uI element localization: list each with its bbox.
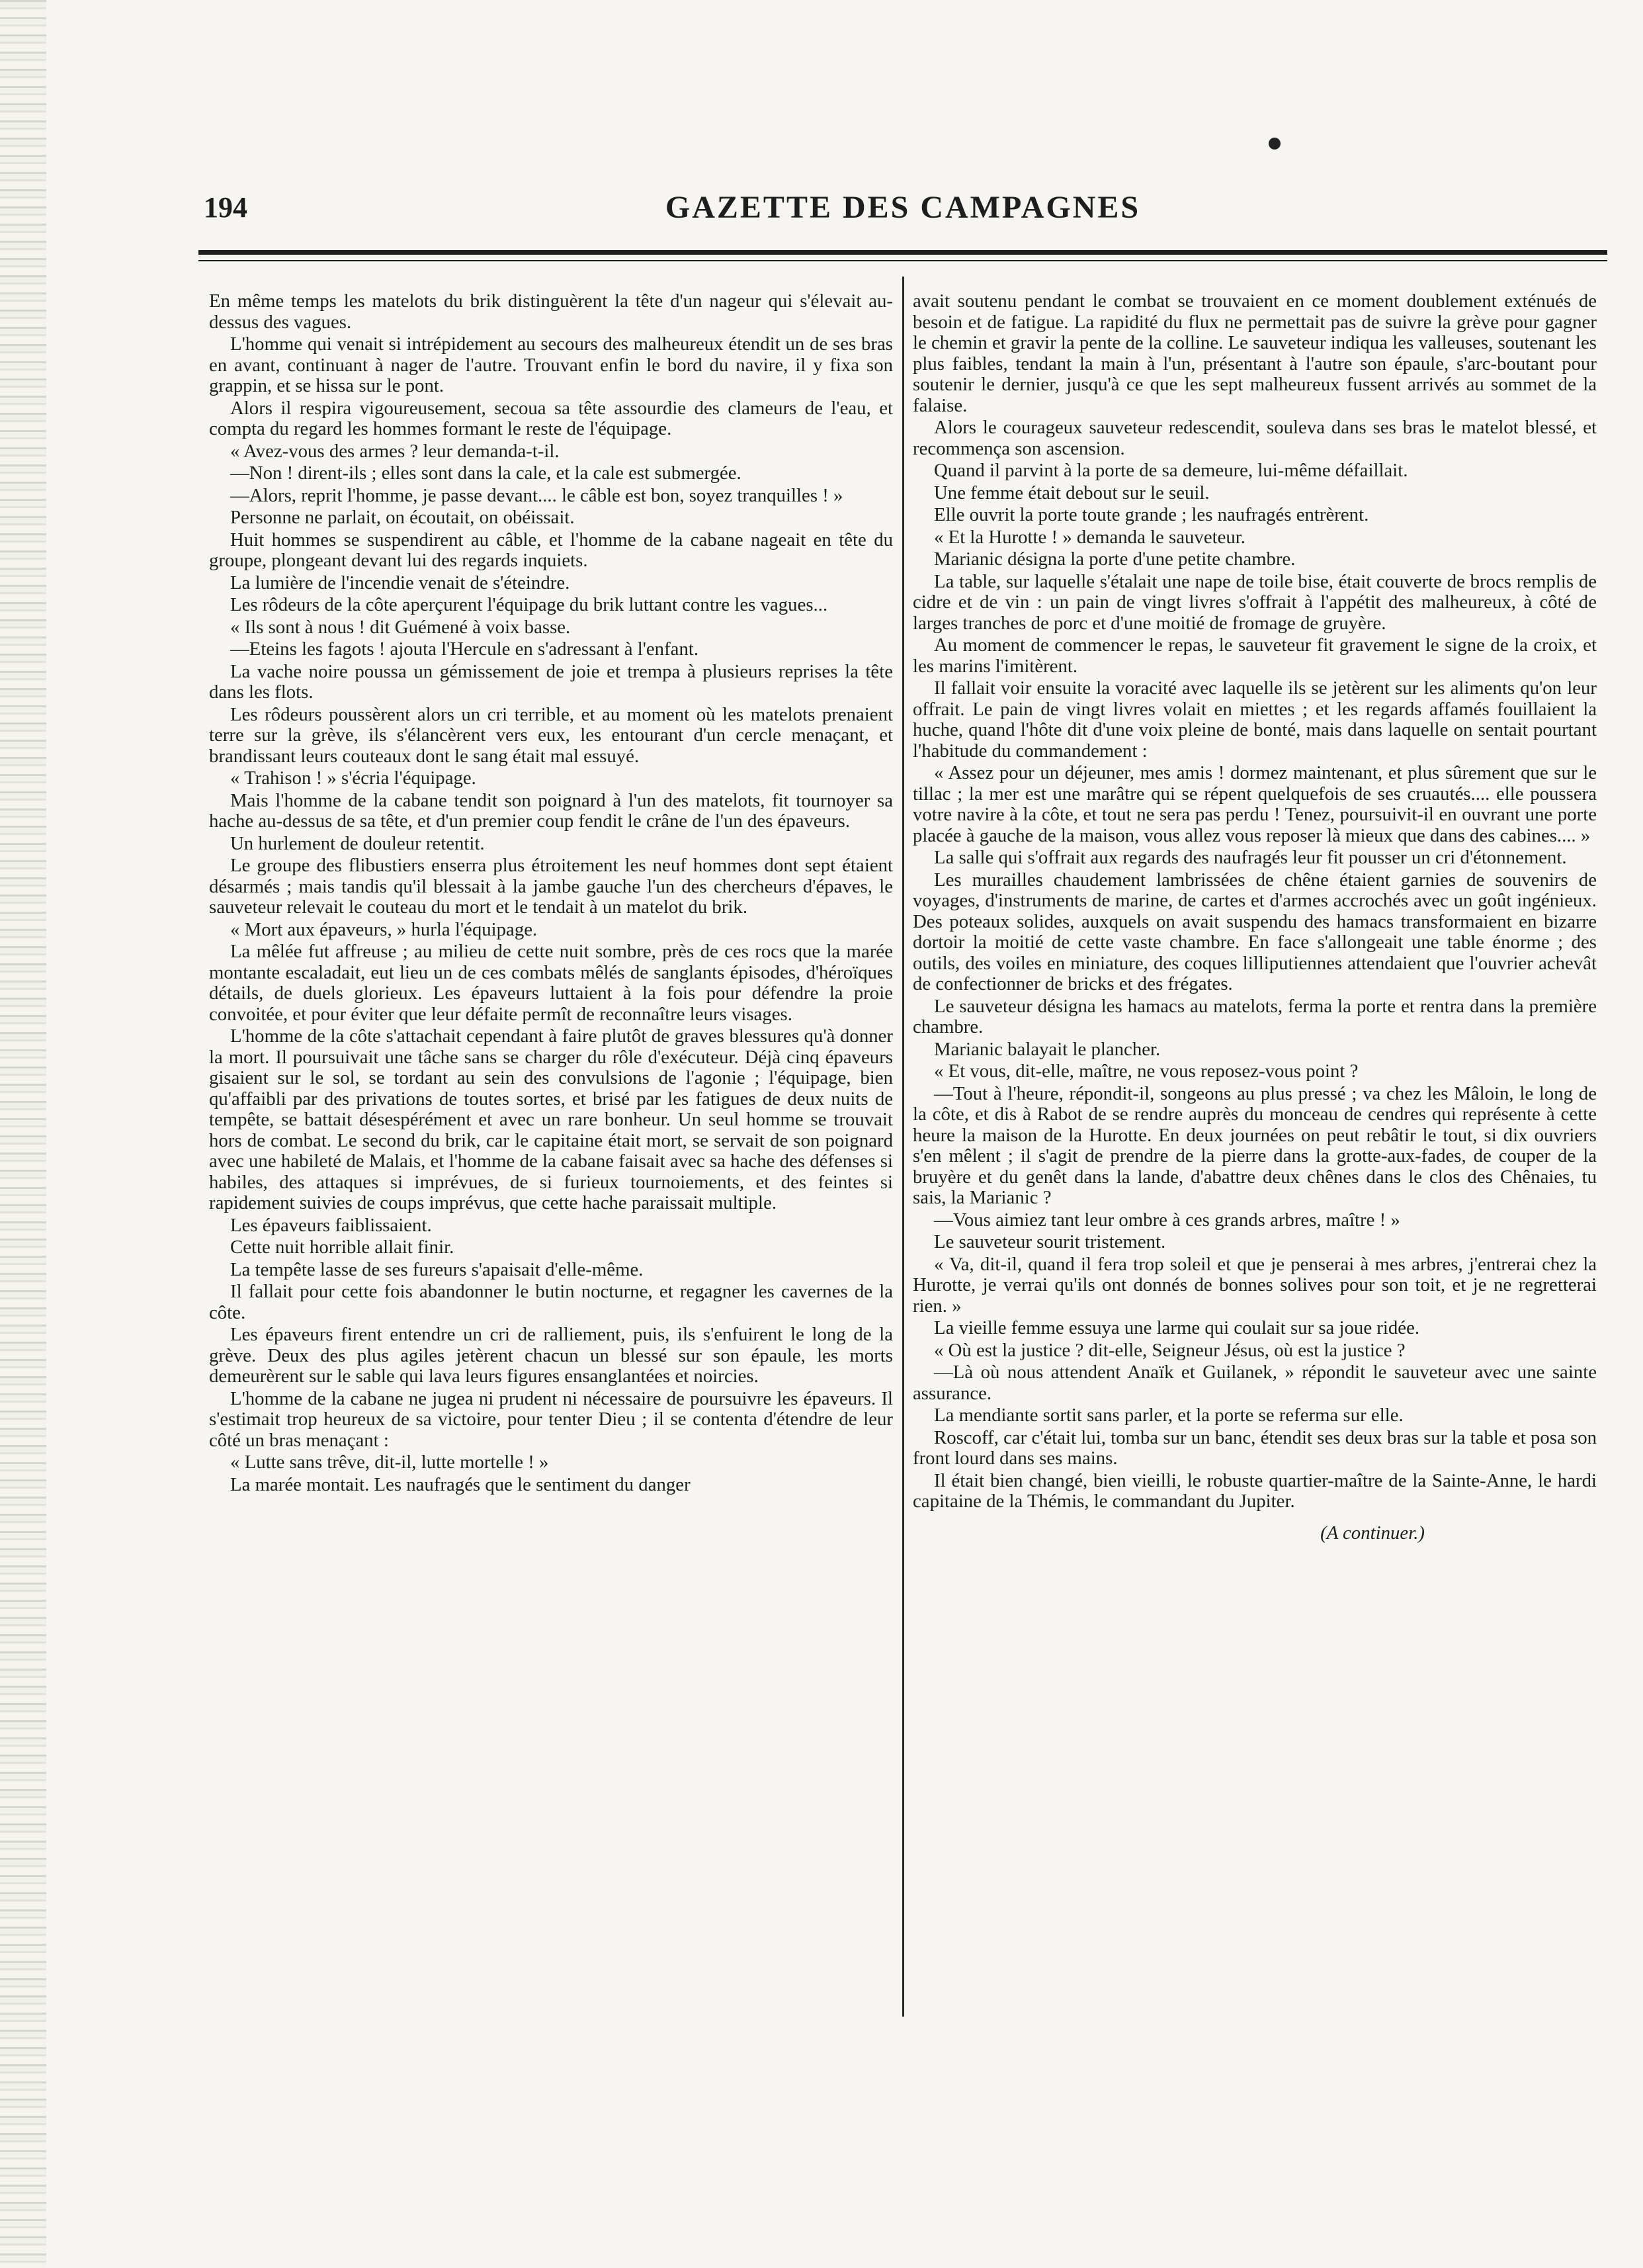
right-column — [913, 291, 1597, 1545]
page-number: 194 — [204, 191, 247, 224]
header-rule-thin — [198, 260, 1607, 261]
paragraph: La vieille femme essuya une larme qui coulait sur sa joue ridée. — [934, 1317, 1420, 1338]
paragraph: « Où est la justice ? dit-elle, Seigneur Jésus, où est la justice ? — [934, 1339, 1406, 1361]
paragraph: « Lutte sans trêve, dit-il, lutte mortelle ! » — [230, 1452, 549, 1473]
paragraph: —Là où nous attendent Anaïk et Guilanek, » répondit le sauveteur avec une sainte assurance. — [913, 1362, 1597, 1404]
paragraph: La marée montait. Les naufragés que le sentiment du danger — [230, 1473, 691, 1495]
paragraph: « Mort aux épaveurs, » hurla l'équipage. — [230, 918, 538, 940]
scanned-edge-strip — [0, 0, 46, 2268]
publication-title: GAZETTE DES CAMPAGNES — [665, 190, 1141, 225]
paragraph: En même temps les matelots du brik distinguèrent la tête d'un nageur qui s'élevait au-dessus des vagues. — [209, 290, 893, 333]
paragraph: Les épaveurs faiblissaient. — [230, 1214, 432, 1236]
paragraph: Les rôdeurs de la côte aperçurent l'équipage du brik luttant contre les vagues... — [230, 594, 828, 615]
paragraph: Les épaveurs firent entendre un cri de ralliement, puis, ils s'enfuirent le long de la grève. Deux des plus agiles jetèrent chacun un blessé sur son épaule, les morts demeurèrent sur le sable qui lava leurs figures ensanglantées et noircies. — [209, 1324, 893, 1387]
paragraph: « Ils sont à nous ! dit Guémené à voix basse. — [230, 616, 571, 638]
paragraph: Le groupe des flibustiers enserra plus étroitement les neuf hommes dont sept étaient désarmés ; mais tandis qu'il blessait à la jambe gauche l'un des chercheurs d'épaves, le sauveteur relevait le couteau du mort et le tendait à un matelot du brik. — [209, 855, 893, 918]
paragraph: Cette nuit horrible allait finir. — [230, 1237, 454, 1258]
paragraph: « Va, dit-il, quand il fera trop soleil et que je penserai à mes arbres, j'entrerai chez la Hurotte, je verrai qu'ils ont donnés de bonnes solives pour son toit, et je ne regretterai rien. » — [913, 1253, 1597, 1317]
to-be-continued: (A continuer.) — [1320, 1522, 1425, 1544]
paragraph: La lumière de l'incendie venait de s'éteindre. — [230, 572, 570, 593]
paragraph: Quand il parvint à la porte de sa demeure, lui-même défaillait. — [934, 460, 1408, 481]
paragraph: La tempête lasse de ses fureurs s'apaisait d'elle-même. — [230, 1258, 644, 1280]
paragraph: —Non ! dirent-ils ; elles sont dans la cale, et la cale est submergée. — [230, 462, 741, 484]
paragraph: La table, sur laquelle s'étalait une nape de toile bise, était couverte de brocs remplis de cidre et de vin : un pain de vingt livres s'offrait à l'appétit des malheureux, à côté de larges tranches de porc et d'une moitié de fromage de gruyère. — [913, 570, 1597, 634]
paragraph: Une femme était debout sur le seuil. — [934, 482, 1210, 503]
paragraph: Il fallait voir ensuite la voracité avec laquelle ils se jetèrent sur les aliments qu'on leur offrait. Le pain de vingt livres volait en miettes ; et les regards affamés fouillaient la huche, quand l'hôte dit d'une voix pleine de bonté, mais dans laquelle on sentait pourtant l'habitude du commandement : — [913, 677, 1597, 762]
paragraph: L'homme qui venait si intrépidement au secours des malheureux étendit un de ses bras en avant, continuant à nager de l'autre. Trouvant enfin le bord du navire, il y fixa son grappin, et se hissa sur le pont. — [209, 333, 893, 396]
column-divider — [902, 277, 904, 2017]
paragraph: « Assez pour un déjeuner, mes amis ! dormez maintenant, et plus sûrement que sur le tillac ; la mer est une marâtre qui se répent quelquefois de ses cruautés.... elle poussera votre navire à la côte, et tout ne sera pas perdu ! Tenez, poursuivit-il en ouvrant une porte placée à gauche de la maison, vous allez vous reposer là mieux que dans des cabines.... » — [913, 762, 1597, 846]
paragraph: Personne ne parlait, on écoutait, on obéissait. — [230, 507, 575, 528]
paragraph: Alors le courageux sauveteur redescendit, souleva dans ses bras le matelot blessé, et recommença son ascension. — [913, 417, 1597, 459]
paragraph: « Et la Hurotte ! » demanda le sauveteur. — [934, 526, 1245, 548]
paragraph: L'homme de la côte s'attachait cependant à faire plutôt de graves blessures qu'à donner la mort. Il poursuivait une tâche sans se charger du rôle d'exécuteur. Déjà cinq épaveurs gisaient sur le sol, se tordant au sein des convulsions de l'agonie ; l'équipage, bien qu'affaibli par des privations de toutes sortes, et brisé par les fatigues de deux nuits de tempête, se battait désespérément et avec un rare bonheur. Un seul homme se trouvait hors de combat. Le second du brik, car le capitaine était mort, se servait de son poignard avec une habileté de Malais, et l'homme de la cabane faisait avec sa hache des défenses si habiles, des attaques si imprévues, de si furieux tournoiements, et des feintes si rapidement suivies de coups imprévus, que cette hache paraissait multiple. — [209, 1025, 893, 1213]
paragraph: Le sauveteur désigna les hamacs au matelots, ferma la porte et rentra dans la première chambre. — [913, 995, 1597, 1037]
ink-speck — [1269, 138, 1281, 150]
paragraph: Il était bien changé, bien vieilli, le robuste quartier-maître de la Sainte-Anne, le hardi capitaine de la Thémis, le commandant du Jupiter. — [913, 1469, 1597, 1512]
paragraph: Alors il respira vigoureusement, secoua sa tête assourdie des clameurs de l'eau, et compta du regard les hommes formant le reste de l'équipage. — [209, 397, 893, 439]
paragraph: Elle ouvrit la porte toute grande ; les naufragés entrèrent. — [934, 504, 1369, 525]
paragraph: Il fallait pour cette fois abandonner le butin nocturne, et regagner les cavernes de la côte. — [209, 1281, 893, 1323]
paragraph: L'homme de la cabane ne jugea ni prudent ni nécessaire de poursuivre les épaveurs. Il s'estimait trop heureux de sa victoire, pour tenter Dieu ; il se contenta d'étendre de leur côté un bras menaçant : — [209, 1387, 893, 1451]
paragraph: Huit hommes se suspendirent au câble, et l'homme de la cabane nageait en tête du groupe, plongeant devant lui des regards inquiets. — [209, 529, 893, 571]
paragraph: La vache noire poussa un gémissement de joie et trempa à plusieurs reprises la tête dans les flots. — [209, 660, 893, 703]
paragraph: Un hurlement de douleur retentit. — [230, 832, 485, 854]
paragraph: avait soutenu pendant le combat se trouvaient en ce moment doublement exténués de besoin et de fatigue. La rapidité du flux ne permettait pas de suivre la grève pour gagner le chemin et gravir la pente de la colline. Le sauveteur indiqua les valleuses, soutenant les plus faibles, tendant la main à l'un, présentant à l'autre son épaule, s'arc-boutant pour soutenir le dernier, jusqu'à ce que les sept malheureux fussent arrivés au sommet de la falaise. — [913, 290, 1597, 416]
paragraph: Les rôdeurs poussèrent alors un cri terrible, et au moment où les matelots prenaient terre sur la grève, ils s'élancèrent vers eux, les entourant d'un cercle menaçant, et brandissant leurs couteaux dont le sang était mal essuyé. — [209, 703, 893, 767]
paragraph: Les murailles chaudement lambrissées de chêne étaient garnies de souvenirs de voyages, d'instruments de marine, de cartes et d'armes accrochés avec un goût ingénieux. Des poteaux solides, auxquels on avait suspendu des hamacs transformaient en bizarre dortoir la moitié de cette vaste chambre. En face s'allongeait une table énorme ; des outils, des voiles en miniature, des coques lilliputiennes attendaient que l'ouvrier achevât de confectionner de bricks et des frégates. — [913, 869, 1597, 994]
paragraph: La mêlée fut affreuse ; au milieu de cette nuit sombre, près de ces rocs que la marée montante escaladait, eut lieu un de ces combats mêlés de sanglants épisodes, d'héroïques détails, de duels glorieux. Les épaveurs luttaient à la fois pour défendre la proie convoitée, et pour éviter que leur défaite permît de reconnaître leurs visages. — [209, 941, 893, 1025]
paragraph: Au moment de commencer le repas, le sauveteur fit gravement le signe de la croix, et les marins l'imitèrent. — [913, 634, 1597, 677]
paragraph: La salle qui s'offrait aux regards des naufragés leur fit pousser un cri d'étonnement. — [934, 847, 1567, 868]
paragraph: —Tout à l'heure, répondit-il, songeons au plus pressé ; va chez les Mâloin, le long de la côte, et dis à Rabot de se rendre auprès du monceau de cendres qui représente à cette heure la maison de la Hurotte. En deux journées on peut rebâtir le tout, si dix ouvriers s'en mêlent ; il s'agit de prendre de la pierre dans la grotte-aux-fades, de couper de la bruyère et du genêt dans la lande, d'abattre deux chênes dans le clos des Chênaies, tu sais, la Marianic ? — [913, 1082, 1597, 1208]
paragraph: La mendiante sortit sans parler, et la porte se referma sur elle. — [934, 1405, 1404, 1426]
closing-line — [913, 1523, 1597, 1544]
paragraph: Mais l'homme de la cabane tendit son poignard à l'un des matelots, fit tournoyer sa hache au-dessus de sa tête, et d'un premier coup fendit le crâne de l'un des épaveurs. — [209, 789, 893, 832]
header-rule-thick — [198, 250, 1607, 255]
paragraph: Roscoff, car c'était lui, tomba sur un banc, étendit ses deux bras sur la table et posa son front lourd dans ses mains. — [913, 1426, 1597, 1469]
paragraph: —Vous aimiez tant leur ombre à ces grands arbres, maître ! » — [934, 1209, 1400, 1231]
paragraph: Le sauveteur sourit tristement. — [934, 1231, 1166, 1252]
paragraph: « Trahison ! » s'écria l'équipage. — [230, 767, 476, 789]
paragraph: —Eteins les fagots ! ajouta l'Hercule en s'adressant à l'enfant. — [230, 638, 699, 660]
page-header — [198, 187, 1607, 233]
left-column — [209, 291, 893, 1497]
paragraph: « Avez-vous des armes ? leur demanda-t-il. — [230, 440, 560, 462]
paragraph: « Et vous, dit-elle, maître, ne vous reposez-vous point ? — [934, 1061, 1359, 1082]
paragraph: Marianic désigna la porte d'une petite chambre. — [934, 548, 1296, 570]
paragraph: —Alors, reprit l'homme, je passe devant.... le câble est bon, soyez tranquilles ! » — [230, 484, 843, 506]
paragraph: Marianic balayait le plancher. — [934, 1038, 1161, 1060]
